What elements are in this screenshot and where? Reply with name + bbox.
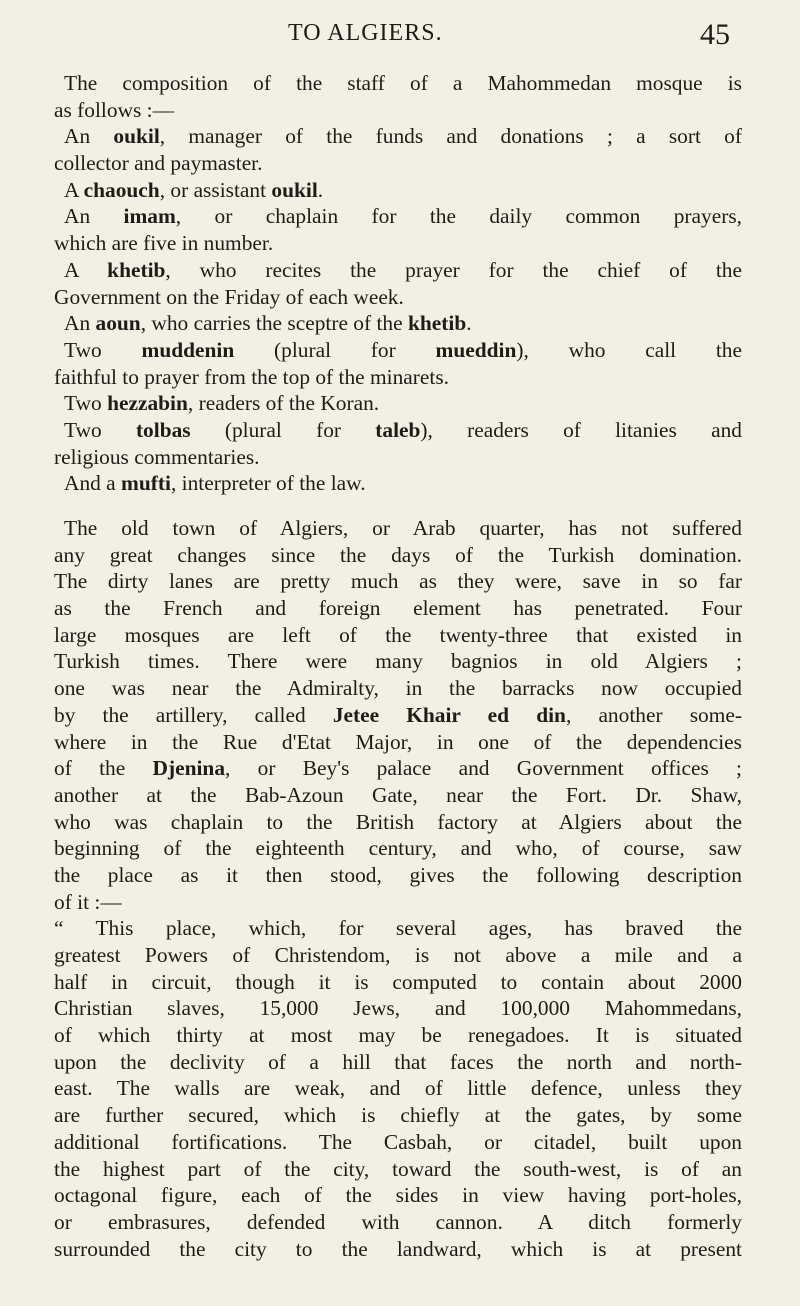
text-line: where in the Rue d'Etat Major, in one of the dependencies (54, 729, 742, 754)
list-item: An oukil, manager of the funds and donations ; a sort of (64, 124, 742, 149)
text-line: Government on the Friday of each week. (54, 284, 404, 309)
text-line: large mosques are left of the twenty-three that existed in (54, 622, 742, 647)
list-item: An imam, or chaplain for the daily common prayers, (64, 204, 742, 229)
quote-line: “ This place, which, for several ages, has braved the (54, 916, 742, 941)
term: imam (123, 204, 176, 229)
term: chaouch (83, 177, 160, 202)
term: taleb (375, 417, 421, 442)
list-item: An aoun, who carries the sceptre of the khetib. (64, 311, 472, 336)
running-title: TO ALGIERS. (288, 20, 443, 46)
quote-line: greatest Powers of Christendom, is not above a mile and a (54, 943, 742, 967)
text-line: The dirty lanes are pretty much as they were, save in so far (54, 569, 742, 594)
place-name: Djenina (152, 756, 226, 781)
term: khetib (407, 311, 467, 336)
quote-line: of which thirty at most may be renegadoes. It is situated (54, 1023, 742, 1048)
term: mueddin (435, 337, 517, 362)
text-line: religious commentaries. (54, 444, 260, 469)
quote-line: or embrasures, defended with cannon. A ditch formerly (54, 1209, 742, 1234)
place-name: Jetee Khair ed din (332, 702, 566, 727)
quote-line: east. The walls are weak, and of little defence, unless they (54, 1076, 742, 1101)
term: mufti (121, 471, 171, 496)
list-item: A khetib, who recites the prayer for the chief of the (64, 257, 742, 282)
term: tolbas (135, 417, 191, 442)
list-item: A chaouch, or assistant oukil. (64, 177, 324, 202)
quote-line: Christian slaves, 15,000 Jews, and 100,000 Mahommedans, (54, 996, 742, 1021)
text-line: which are five in number. (54, 231, 274, 256)
text-line: of the Djenina, or Bey's palace and Government offices ; (54, 756, 742, 781)
page-number: 45 (700, 18, 730, 51)
text-line: faithful to prayer from the top of the minarets. (54, 364, 450, 389)
list-item: And a mufti, interpreter of the law. (64, 471, 366, 496)
quote-line: are further secured, which is chiefly at the gates, by some (54, 1103, 742, 1128)
term: oukil (113, 124, 160, 149)
body-text (54, 70, 742, 1262)
term: khetib (107, 257, 166, 282)
quote-line: surrounded the city to the landward, which is at present (54, 1236, 742, 1261)
text-line: collector and paymaster. (54, 151, 263, 176)
text-line: Turkish times. There were many bagnios in old Algiers ; (54, 649, 742, 674)
text-line: any great changes since the days of the Turkish domination. (54, 542, 742, 567)
quote-line: half in circuit, though it is computed to contain about 2000 (54, 969, 742, 994)
text-line: who was chaplain to the British factory at Algiers about the (54, 809, 742, 834)
text-line: one was near the Admiralty, in the barracks now occupied (54, 676, 742, 701)
text-line: The composition of the staff of a Mahommedan mosque is (64, 71, 742, 95)
term: hezzabin (107, 391, 188, 416)
quote-line: the highest part of the city, toward the south-west, is of an (54, 1156, 742, 1181)
term: muddenin (141, 337, 235, 362)
text-line: another at the Bab-Azoun Gate, near the Fort. Dr. Shaw, (54, 782, 742, 807)
quote-line: octagonal figure, each of the sides in view having port-holes, (54, 1183, 742, 1208)
quote-line: additional fortifications. The Casbah, or citadel, built upon (54, 1129, 742, 1154)
text-line: The old town of Algiers, or Arab quarter, has not suffered (64, 516, 742, 540)
list-item: Two tolbas (plural for taleb), readers of litanies and (64, 417, 742, 442)
term: oukil (271, 177, 318, 202)
quote-line: upon the declivity of a hill that faces the north and north- (54, 1049, 742, 1074)
list-item: Two hezzabin, readers of the Koran. (64, 391, 380, 416)
page-header (0, 18, 800, 58)
text-line: as follows :— (54, 97, 175, 122)
text-line: of it :— (54, 889, 122, 914)
term: aoun (95, 311, 141, 336)
paragraph-gap (54, 497, 742, 515)
list-item: Two muddenin (plural for mueddin), who call the (64, 337, 742, 362)
text-line: by the artillery, called Jetee Khair ed din, another some- (54, 702, 742, 727)
text-line: as the French and foreign element has penetrated. Four (54, 596, 742, 621)
text-line: beginning of the eighteenth century, and who, of course, saw (54, 836, 742, 861)
text-line: the place as it then stood, gives the following description (54, 862, 742, 887)
